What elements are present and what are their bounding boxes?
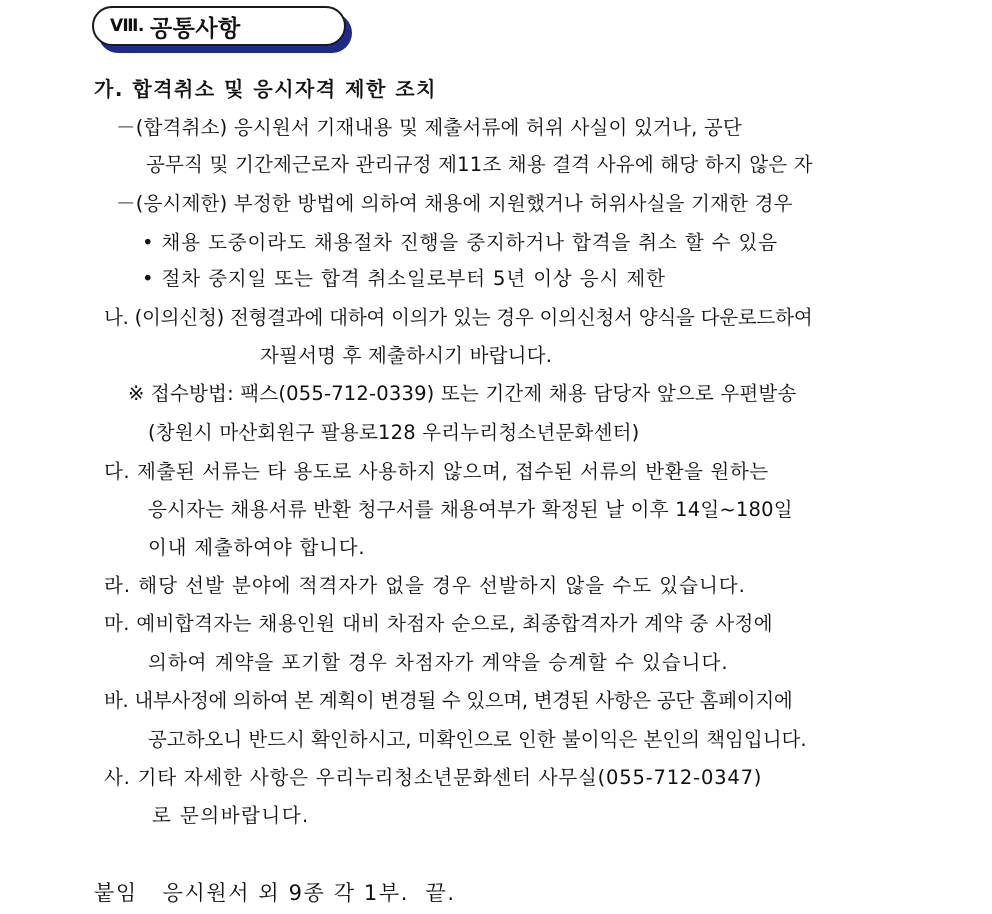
item-ga-bullet-1: • 채용 도중이라도 채용절차 진행을 중지하거나 합격을 취소 할 수 있음: [142, 231, 779, 254]
item-ma-line-1: 마. 예비합격자는 채용인원 대비 차점자 순으로, 최종합격자가 계약 중 사정에: [104, 612, 773, 635]
section-heading: [92, 6, 356, 58]
item-ga-line-3: －(응시제한) 부정한 방법에 의하여 채용에 지원했거나 허위사실을 기재한 경우: [116, 192, 793, 215]
heading-pill: [92, 6, 346, 46]
item-da-line-3: 이내 제출하여야 합니다.: [148, 536, 366, 559]
item-ma-line-2: 의하여 계약을 포기할 경우 차점자가 계약을 승계할 수 있습니다.: [148, 651, 729, 674]
item-na-note: ※ 접수방법: 팩스(055-712-0339) 또는 기간제 채용 담당자 앞으로 우편발송: [128, 382, 797, 405]
section-number: Ⅷ.: [110, 16, 144, 36]
item-na-address: (창원시 마산회원구 팔용로128 우리누리청소년문화센터): [148, 421, 640, 444]
item-ga-line-2: 공무직 및 기간제근로자 관리규정 제11조 채용 결격 사유에 해당 하지 않은 자: [146, 153, 813, 176]
item-sa-line-2: 로 문의바랍니다.: [152, 804, 310, 827]
item-ra-line-1: 라. 해당 선발 분야에 적격자가 없을 경우 선발하지 않을 수도 있습니다.: [104, 574, 746, 597]
item-ga-title: 가. 합격취소 및 응시자격 제한 조치: [94, 77, 437, 101]
item-ga-bullet-2: • 절차 중지일 또는 합격 취소일로부터 5년 이상 응시 제한: [142, 267, 666, 290]
item-ba-line-2: 공고하오니 반드시 확인하시고, 미확인으로 인한 불이익은 본인의 책임입니다.: [148, 728, 807, 751]
item-da-line-2: 응시자는 채용서류 반환 청구서를 채용여부가 확정된 날 이후 14일~180일: [148, 498, 793, 521]
item-ga-line-1: －(합격취소) 응시원서 기재내용 및 제출서류에 허위 사실이 있거나, 공단: [116, 116, 742, 139]
section-title: 공통사항: [149, 15, 241, 42]
item-sa-line-1: 사. 기타 자세한 사항은 우리누리청소년문화센터 사무실(055-712-0347): [104, 766, 763, 789]
item-da-line-1: 다. 제출된 서류는 타 용도로 사용하지 않으며, 접수된 서류의 반환을 원하는: [104, 460, 769, 483]
item-na-line-2: 자필서명 후 제출하시기 바랍니다.: [260, 344, 553, 367]
item-ba-line-1: 바. 내부사정에 의하여 본 계획이 변경될 수 있으며, 변경된 사항은 공단 홈페이지에: [104, 689, 793, 712]
attachment-line: 붙임 응시원서 외 9종 각 1부. 끝.: [94, 881, 456, 905]
item-na-line-1: 나. (이의신청) 전형결과에 대하여 이의가 있는 경우 이의신청서 양식을 다운로드하여: [104, 306, 813, 329]
